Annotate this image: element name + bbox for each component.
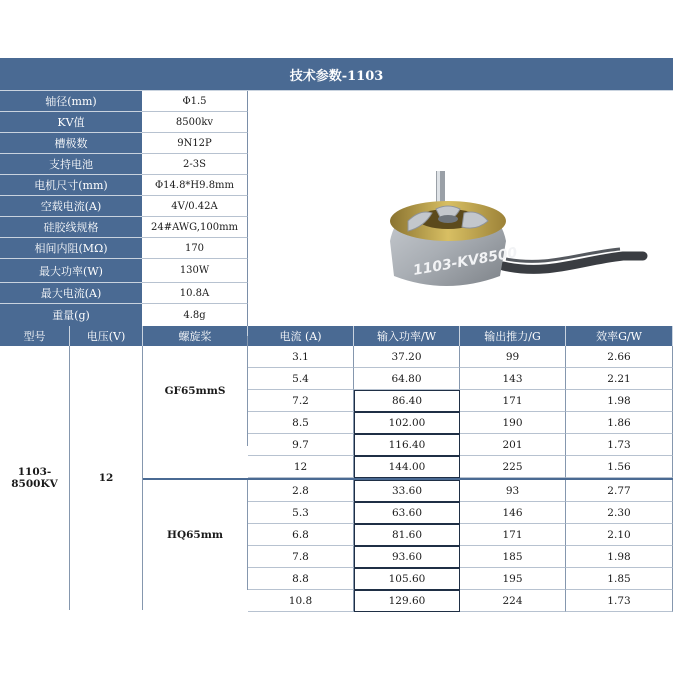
table-cell: 146 <box>460 502 566 524</box>
table-cell: 5.3 <box>248 502 354 524</box>
table-cell: 2.21 <box>566 368 673 390</box>
table-cell: 2.10 <box>566 524 673 546</box>
table-cell: 7.2 <box>248 390 354 412</box>
table-header: 电流 (A) <box>248 326 354 346</box>
model-cell: 1103- 8500KV <box>0 346 70 610</box>
table-cell: 102.00 <box>354 412 460 434</box>
spec-label: 轴径(mm) <box>0 91 142 112</box>
spec-value: 2-3S <box>142 154 248 175</box>
spec-row <box>0 283 248 304</box>
spec-value: 8500kv <box>142 112 248 133</box>
table-cell: 2.77 <box>566 480 673 502</box>
table-cell: 195 <box>460 568 566 590</box>
voltage-cell: 12 <box>70 346 143 610</box>
table-cell: 9.7 <box>248 434 354 456</box>
table-cell: 171 <box>460 390 566 412</box>
spec-row <box>0 154 248 175</box>
spec-row <box>0 175 248 196</box>
spec-row <box>0 112 248 133</box>
spec-value: Φ1.5 <box>142 91 248 112</box>
table-cell: 64.80 <box>354 368 460 390</box>
spec-value: Φ14.8*H9.8mm <box>142 175 248 196</box>
spec-label: 硅胶线规格 <box>0 217 142 238</box>
table-header: 输出推力/G <box>460 326 566 346</box>
table-cell: 12 <box>248 456 354 478</box>
table-cell: 63.60 <box>354 502 460 524</box>
propeller-cell: GF65mmS <box>143 336 248 446</box>
spec-value: 130W <box>142 259 248 283</box>
table-cell: 2.66 <box>566 346 673 368</box>
spec-row <box>0 238 248 259</box>
sheet-title: 技术参数-1103 <box>0 58 673 91</box>
table-cell: 1.73 <box>566 590 673 612</box>
table-cell: 86.40 <box>354 390 460 412</box>
table-header: 输入功率/W <box>354 326 460 346</box>
table-cell: 2.30 <box>566 502 673 524</box>
table-cell: 224 <box>460 590 566 612</box>
spec-row <box>0 217 248 238</box>
table-cell: 81.60 <box>354 524 460 546</box>
table-cell: 99 <box>460 346 566 368</box>
table-header: 电压(V) <box>70 326 143 346</box>
table-cell: 129.60 <box>354 590 460 612</box>
group-separator <box>143 478 673 480</box>
propeller-cell: HQ65mm <box>143 480 248 590</box>
table-cell: 3.1 <box>248 346 354 368</box>
motor-engraving: 1103-KV8500 <box>411 244 519 279</box>
spec-label: 重量(g) <box>0 304 142 327</box>
table-cell: 105.60 <box>354 568 460 590</box>
spec-label: 空载电流(A) <box>0 196 142 217</box>
spec-value: 9N12P <box>142 133 248 154</box>
spec-label: 槽极数 <box>0 133 142 154</box>
table-header: 型号 <box>0 326 70 346</box>
table-cell: 201 <box>460 434 566 456</box>
table-cell: 10.8 <box>248 590 354 612</box>
spec-label: 最大功率(W) <box>0 259 142 283</box>
spec-value: 4.8g <box>142 304 248 327</box>
table-cell: 5.4 <box>248 368 354 390</box>
spec-row <box>0 259 248 283</box>
table-cell: 37.20 <box>354 346 460 368</box>
table-cell: 185 <box>460 546 566 568</box>
spec-row <box>0 196 248 217</box>
table-cell: 1.73 <box>566 434 673 456</box>
spec-row <box>0 133 248 154</box>
table-cell: 1.56 <box>566 456 673 478</box>
spec-value: 170 <box>142 238 248 259</box>
table-cell: 1.98 <box>566 390 673 412</box>
spec-value: 4V/0.42A <box>142 196 248 217</box>
table-cell: 7.8 <box>248 546 354 568</box>
table-cell: 93 <box>460 480 566 502</box>
motor-photo <box>248 91 673 327</box>
spec-sheet <box>0 58 673 607</box>
table-cell: 143 <box>460 368 566 390</box>
table-cell: 1.86 <box>566 412 673 434</box>
spec-label: 支持电池 <box>0 154 142 175</box>
table-cell: 190 <box>460 412 566 434</box>
table-cell: 8.5 <box>248 412 354 434</box>
table-cell: 2.8 <box>248 480 354 502</box>
table-cell: 33.60 <box>354 480 460 502</box>
table-cell: 6.8 <box>248 524 354 546</box>
table-cell: 1.85 <box>566 568 673 590</box>
spec-value: 10.8A <box>142 283 248 304</box>
table-cell: 144.00 <box>354 456 460 478</box>
spec-label: KV值 <box>0 112 142 133</box>
spec-row <box>0 91 248 112</box>
table-header: 效率G/W <box>566 326 673 346</box>
spec-value: 24#AWG,100mm <box>142 217 248 238</box>
table-cell: 116.40 <box>354 434 460 456</box>
spec-label: 最大电流(A) <box>0 283 142 304</box>
table-cell: 225 <box>460 456 566 478</box>
spec-area <box>0 91 673 327</box>
motor-illustration <box>248 91 673 327</box>
spec-label: 相间内阻(MΩ) <box>0 238 142 259</box>
table-cell: 93.60 <box>354 546 460 568</box>
table-cell: 171 <box>460 524 566 546</box>
table-cell: 1.98 <box>566 546 673 568</box>
spec-row <box>0 304 248 327</box>
spec-label: 电机尺寸(mm) <box>0 175 142 196</box>
table-header: 螺旋桨 <box>143 326 248 346</box>
table-cell: 8.8 <box>248 568 354 590</box>
